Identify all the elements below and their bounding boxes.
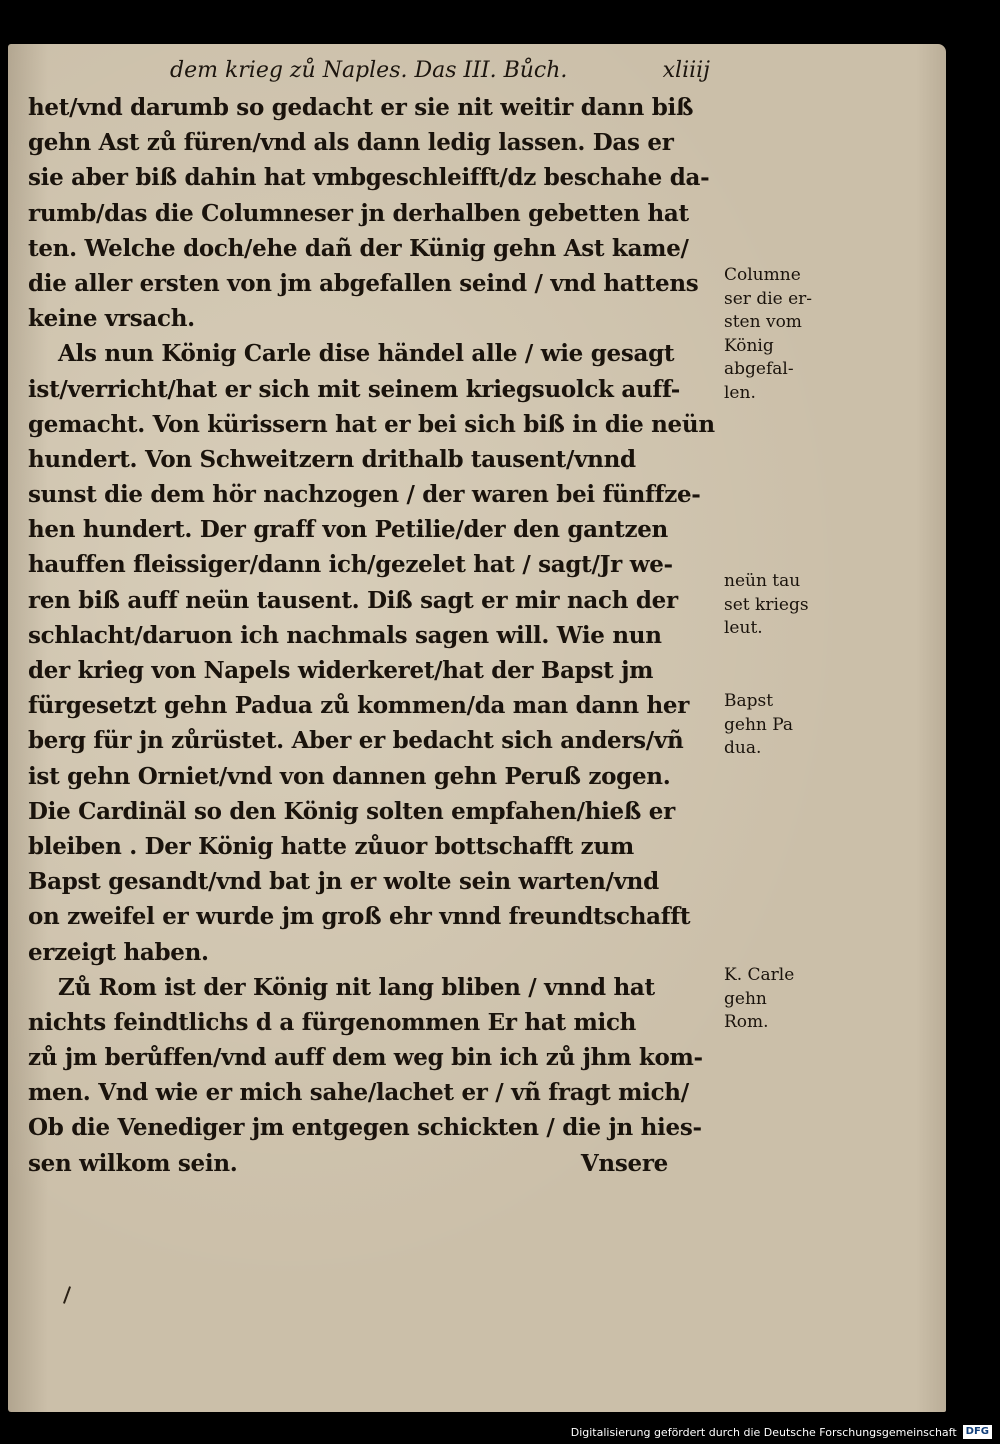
marginal-note-line: abgefal- [724,359,794,379]
text-line: berg für jn zůrüstet. Aber er bedacht sich anders/vñ [28,727,684,755]
text-line: fürgesetzt gehn Padua zů kommen/da man dann her [28,692,690,720]
marginal-note-line: Bapst [724,691,774,711]
text-line: on zweifel er wurde jm groß ehr vnnd freundtschafft [28,903,691,931]
text-line: Zů Rom ist der König nit lang bliben / vnnd hat [58,973,655,1001]
text-line: gemacht. Von kürissern hat er bei sich biß in die neün [28,410,715,438]
text-line: Ob die Venediger jm entgegen schickten / die jn hies- [28,1114,702,1142]
marginal-note-line: gehn Pa [724,714,794,735]
marginal-note-line: gehn [724,988,767,1009]
text-line: der krieg von Napels widerkeret/hat der Bapst jm [28,657,654,684]
text-line: ist gehn Orniet/vnd von dannen gehn Peruß zogen. [28,762,671,790]
last-line-with-catchword [28,1146,728,1181]
text-line: hen hundert. Der graff von Petilie/der den gantzen [28,516,668,544]
text-line: sen wilkom sein. [28,1149,238,1177]
marginal-note [724,964,834,1035]
text-line: het/vnd darumb so gedacht er sie nit weitir dann biß [28,94,694,121]
dfg-logo: DFG [963,1425,992,1439]
text-line: erzeigt haben. [28,938,209,966]
funding-credit: Digitalisierung gefördert durch die Deutsche Forschungsgemeinschaft [570,1425,957,1439]
text-line: gehn Ast zů füren/vnd als dann ledig lassen. Das er [28,129,674,157]
main-text-block [28,90,728,1181]
marginal-note-line: set kriegs [724,594,809,615]
text-line: sie aber biß dahin hat vmbgeschleifft/dz beschahe da- [28,164,710,192]
text-line: Die Cardinäl so den König solten empfahen/hieß er [28,797,675,825]
text-line: keine vrsach. [28,305,195,333]
text-line: ren biß auff neün tausent. Diß sagt er mir nach der [28,586,678,614]
marginal-note-line: Rom. [724,1012,769,1032]
marginal-note-line: König [724,335,774,356]
text-line: hundert. Von Schweitzern drithalb tausent/vnnd [28,445,636,473]
marginal-note-line: leut. [724,618,763,638]
text-line: zů jm berůffen/vnd auff dem weg bin ich zů jhm kom- [28,1044,703,1072]
text-line: die aller ersten von jm abgefallen seind / vnd hattens [28,269,699,297]
marginal-note-line: dua. [724,738,762,758]
marginal-note [724,690,834,761]
marginal-note [724,264,834,405]
text-line: hauffen fleissiger/dann ich/gezelet hat / sagt/Jr we- [28,551,673,579]
text-line: nichts feindtlichs d a fürgenommen Er hat mich [28,1008,637,1036]
text-line: schlacht/daruon ich nachmals sagen will. Wie nun [28,621,662,649]
marginal-note [724,570,834,641]
text-line: rumb/das die Columneser jn derhalben gebetten hat [28,199,689,227]
text-line: men. Vnd wie er mich sahe/lachet er / vñ fragt mich/ [28,1079,689,1107]
digitization-footer [571,1424,992,1440]
text-line: ist/verricht/hat er sich mit seinem kriegsuolck auff- [28,375,681,403]
running-title: dem krieg zů Naples. Das III. Bůch. [170,58,568,83]
text-line: bleiben . Der König hatte zůuor bottschafft zum [28,832,634,860]
text-line: ten. Welche doch/ehe dañ der Künig gehn Ast kame/ [28,234,689,262]
catchword: Vnsere [580,1149,668,1177]
marginal-note-line: len. [724,382,756,403]
folio-number: xliiij [662,58,710,83]
text-line: Als nun König Carle dise händel alle / wie gesagt [58,340,675,368]
text-line: Bapst gesandt/vnd bat jn er wolte sein warten/vnd [28,868,659,896]
text-line: sunst die dem hör nachzogen / der waren bei fünffze- [28,481,701,509]
marginal-note-line: neün tau [724,571,801,591]
marginal-note-line: K. Carle [724,965,795,985]
marginal-note-line: sten vom [724,312,802,332]
marginal-note-line: ser die er- [724,288,813,309]
marginal-note-line: Columne [724,265,801,285]
